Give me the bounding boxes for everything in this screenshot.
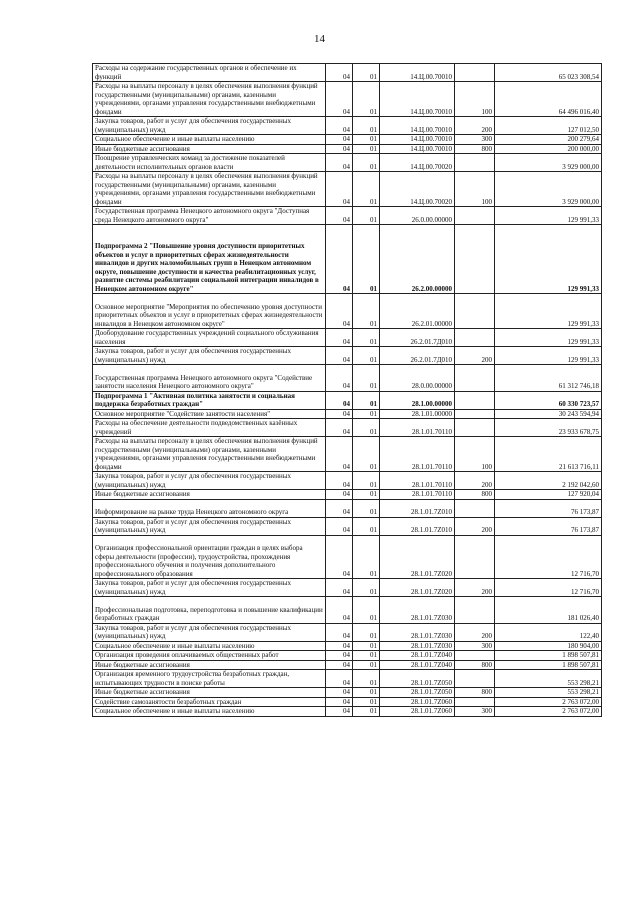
item-name-cell: Государственная программа Ненецкого автономного округа "Доступная среда Ненецкого автономного округа" bbox=[93, 207, 326, 225]
target-article-code-cell: 14.Ц.00.70010 bbox=[380, 144, 455, 154]
section-code-cell: 04 bbox=[326, 409, 353, 419]
table-row bbox=[93, 670, 602, 688]
table-row bbox=[93, 535, 602, 579]
item-name-cell: Основное мероприятие "Мероприятия по обеспечению уровня доступности приоритетных объектов и услуг в приоритетных сферах жизнедеятельности инвалидов в Ненецком автономном округе" bbox=[93, 294, 326, 329]
subsection-code-cell: 01 bbox=[353, 347, 380, 365]
target-article-code-cell: 14.Ц.00.70020 bbox=[380, 172, 455, 207]
amount-cell: 60 330 723,57 bbox=[495, 391, 602, 409]
amount-cell: 3 929 000,00 bbox=[495, 172, 602, 207]
target-article-code-cell: 28.1.01.70110 bbox=[380, 419, 455, 437]
subsection-code-cell: 01 bbox=[353, 651, 380, 661]
expense-type-code-cell: 200 bbox=[455, 623, 495, 641]
amount-cell: 2 763 072,00 bbox=[495, 707, 602, 717]
item-name-cell: Основное мероприятие "Содействие занятости населения" bbox=[93, 409, 326, 419]
target-article-code-cell: 28.1.01.7Z040 bbox=[380, 651, 455, 661]
target-article-code-cell: 28.1.01.7Z050 bbox=[380, 670, 455, 688]
target-article-code-cell: 26.2.01.7Д010 bbox=[380, 329, 455, 347]
expense-type-code-cell bbox=[455, 535, 495, 579]
table-row bbox=[93, 347, 602, 365]
section-code-cell: 04 bbox=[326, 499, 353, 517]
item-name-cell: Закупка товаров, работ и услуг для обеспечения государственных (муниципальных) нужд bbox=[93, 347, 326, 365]
target-article-code-cell: 28.1.01.00000 bbox=[380, 409, 455, 419]
section-code-cell: 04 bbox=[326, 82, 353, 117]
item-name-cell: Профессиональная подготовка, переподготовка и повышение квалификации безработных граждан bbox=[93, 597, 326, 624]
expense-type-code-cell: 100 bbox=[455, 437, 495, 472]
budget-table bbox=[92, 63, 602, 717]
item-name-cell: Иные бюджетные ассигнования bbox=[93, 144, 326, 154]
table-row bbox=[93, 329, 602, 347]
item-name-cell: Расходы на выплаты персоналу в целях обеспечения выполнения функций государственными (муниципальными) органами, казенными учреждениями, органами управления государственными внебюджетными фондами bbox=[93, 172, 326, 207]
section-code-cell: 04 bbox=[326, 437, 353, 472]
amount-cell: 127 920,04 bbox=[495, 490, 602, 500]
subsection-code-cell: 01 bbox=[353, 365, 380, 392]
table-row bbox=[93, 641, 602, 651]
item-name-cell: Дооборудование государственных учреждений социального обслуживания населения bbox=[93, 329, 326, 347]
expense-type-code-cell bbox=[455, 207, 495, 225]
section-code-cell: 04 bbox=[326, 365, 353, 392]
item-name-cell: Государственная программа Ненецкого автономного округа "Содействие занятости населения Ненецкого автономного округа" bbox=[93, 365, 326, 392]
target-article-code-cell: 28.1.01.7Z030 bbox=[380, 641, 455, 651]
subsection-code-cell: 01 bbox=[353, 329, 380, 347]
item-name-cell: Иные бюджетные ассигнования bbox=[93, 490, 326, 500]
subsection-code-cell: 01 bbox=[353, 579, 380, 597]
table-row bbox=[93, 597, 602, 624]
subsection-code-cell: 01 bbox=[353, 641, 380, 651]
amount-cell: 61 312 746,18 bbox=[495, 365, 602, 392]
amount-cell: 180 904,00 bbox=[495, 641, 602, 651]
budget-table-body bbox=[93, 64, 602, 717]
expense-type-code-cell bbox=[455, 409, 495, 419]
item-name-cell: Расходы на выплаты персоналу в целях обеспечения выполнения функций государственными (муниципальными) органами, казенными учреждениями, органами управления государственными внебюджетными фондами bbox=[93, 82, 326, 117]
section-code-cell: 04 bbox=[326, 670, 353, 688]
subsection-code-cell: 01 bbox=[353, 437, 380, 472]
section-code-cell: 04 bbox=[326, 391, 353, 409]
table-row bbox=[93, 172, 602, 207]
expense-type-code-cell bbox=[455, 64, 495, 82]
expense-type-code-cell: 100 bbox=[455, 82, 495, 117]
amount-cell: 122,40 bbox=[495, 623, 602, 641]
table-row bbox=[93, 419, 602, 437]
expense-type-code-cell bbox=[455, 391, 495, 409]
section-code-cell: 04 bbox=[326, 294, 353, 329]
table-row bbox=[93, 225, 602, 294]
subsection-code-cell: 01 bbox=[353, 419, 380, 437]
table-row bbox=[93, 64, 602, 82]
section-code-cell: 04 bbox=[326, 490, 353, 500]
table-row bbox=[93, 490, 602, 500]
table-row bbox=[93, 117, 602, 135]
expense-type-code-cell bbox=[455, 697, 495, 707]
amount-cell: 65 023 308,54 bbox=[495, 64, 602, 82]
section-code-cell: 04 bbox=[326, 688, 353, 698]
subsection-code-cell: 01 bbox=[353, 660, 380, 670]
item-name-cell: Иные бюджетные ассигнования bbox=[93, 688, 326, 698]
item-name-cell: Организация профессиональной ориентации граждан в целях выбора сферы деятельности (профессии), трудоустройства, прохождения профессионального обучения и получения дополнительного профессионального образования bbox=[93, 535, 326, 579]
section-code-cell: 04 bbox=[326, 697, 353, 707]
section-code-cell: 04 bbox=[326, 597, 353, 624]
section-code-cell: 04 bbox=[326, 660, 353, 670]
target-article-code-cell: 14.Ц.00.70010 bbox=[380, 82, 455, 117]
target-article-code-cell: 28.1.01.7Z050 bbox=[380, 688, 455, 698]
subsection-code-cell: 01 bbox=[353, 225, 380, 294]
subsection-code-cell: 01 bbox=[353, 207, 380, 225]
table-row bbox=[93, 154, 602, 172]
table-row bbox=[93, 660, 602, 670]
item-name-cell: Расходы на содержание государственных органов и обеспечение их функций bbox=[93, 64, 326, 82]
section-code-cell: 04 bbox=[326, 207, 353, 225]
target-article-code-cell: 28.1.01.7Z030 bbox=[380, 597, 455, 624]
subsection-code-cell: 01 bbox=[353, 154, 380, 172]
item-name-cell: Закупка товаров, работ и услуг для обеспечения государственных (муниципальных) нужд bbox=[93, 623, 326, 641]
expense-type-code-cell bbox=[455, 419, 495, 437]
amount-cell: 129 991,33 bbox=[495, 294, 602, 329]
amount-cell: 129 991,33 bbox=[495, 225, 602, 294]
section-code-cell: 04 bbox=[326, 707, 353, 717]
amount-cell: 12 716,70 bbox=[495, 535, 602, 579]
target-article-code-cell: 26.0.00.00000 bbox=[380, 207, 455, 225]
section-code-cell: 04 bbox=[326, 651, 353, 661]
expense-type-code-cell: 300 bbox=[455, 707, 495, 717]
amount-cell: 129 991,33 bbox=[495, 329, 602, 347]
amount-cell: 64 496 016,40 bbox=[495, 82, 602, 117]
table-row bbox=[93, 707, 602, 717]
expense-type-code-cell: 800 bbox=[455, 490, 495, 500]
item-name-cell: Социальное обеспечение и иные выплаты населению bbox=[93, 641, 326, 651]
expense-type-code-cell bbox=[455, 651, 495, 661]
table-row bbox=[93, 207, 602, 225]
section-code-cell: 04 bbox=[326, 154, 353, 172]
target-article-code-cell: 28.1.01.7Z040 bbox=[380, 660, 455, 670]
expense-type-code-cell: 200 bbox=[455, 117, 495, 135]
subsection-code-cell: 01 bbox=[353, 117, 380, 135]
amount-cell: 12 716,70 bbox=[495, 579, 602, 597]
item-name-cell: Подпрограмма 1 "Активная политика занятости и социальная поддержка безработных граждан" bbox=[93, 391, 326, 409]
table-row bbox=[93, 697, 602, 707]
target-article-code-cell: 28.1.01.7Z060 bbox=[380, 697, 455, 707]
table-row bbox=[93, 437, 602, 472]
section-code-cell: 04 bbox=[326, 144, 353, 154]
target-article-code-cell: 28.1.01.7Z060 bbox=[380, 707, 455, 717]
amount-cell: 129 991,33 bbox=[495, 207, 602, 225]
amount-cell: 181 026,40 bbox=[495, 597, 602, 624]
section-code-cell: 04 bbox=[326, 641, 353, 651]
amount-cell: 200 279,64 bbox=[495, 135, 602, 145]
subsection-code-cell: 01 bbox=[353, 623, 380, 641]
subsection-code-cell: 01 bbox=[353, 391, 380, 409]
item-name-cell: Содействие самозанятости безработных граждан bbox=[93, 697, 326, 707]
amount-cell: 21 613 716,11 bbox=[495, 437, 602, 472]
amount-cell: 23 933 678,75 bbox=[495, 419, 602, 437]
amount-cell: 2 192 042,60 bbox=[495, 472, 602, 490]
table-row bbox=[93, 688, 602, 698]
subsection-code-cell: 01 bbox=[353, 294, 380, 329]
target-article-code-cell: 28.1.01.70110 bbox=[380, 472, 455, 490]
expense-type-code-cell: 300 bbox=[455, 641, 495, 651]
item-name-cell: Поощрение управленческих команд за достижение показателей деятельности исполнительных органов власти bbox=[93, 154, 326, 172]
section-code-cell: 04 bbox=[326, 172, 353, 207]
target-article-code-cell: 28.1.01.70110 bbox=[380, 437, 455, 472]
expense-type-code-cell: 800 bbox=[455, 660, 495, 670]
section-code-cell: 04 bbox=[326, 419, 353, 437]
item-name-cell: Расходы на выплаты персоналу в целях обеспечения выполнения функций государственными (муниципальными) органами, казенными учреждениями, органами управления государственными внебюджетными фондами bbox=[93, 437, 326, 472]
item-name-cell: Закупка товаров, работ и услуг для обеспечения государственных (муниципальных) нужд bbox=[93, 579, 326, 597]
table-row bbox=[93, 579, 602, 597]
table-row bbox=[93, 623, 602, 641]
section-code-cell: 04 bbox=[326, 579, 353, 597]
item-name-cell: Расходы на обеспечение деятельности подведомственных казённых учреждений bbox=[93, 419, 326, 437]
amount-cell: 1 898 507,81 bbox=[495, 651, 602, 661]
amount-cell: 200 000,00 bbox=[495, 144, 602, 154]
subsection-code-cell: 01 bbox=[353, 535, 380, 579]
amount-cell: 553 298,21 bbox=[495, 670, 602, 688]
item-name-cell: Информирование на рынке труда Ненецкого автономного округа bbox=[93, 499, 326, 517]
table-row bbox=[93, 144, 602, 154]
target-article-code-cell: 28.1.01.7Z020 bbox=[380, 579, 455, 597]
expense-type-code-cell: 100 bbox=[455, 172, 495, 207]
section-code-cell: 04 bbox=[326, 517, 353, 535]
target-article-code-cell: 14.Ц.00.70020 bbox=[380, 154, 455, 172]
amount-cell: 553 298,21 bbox=[495, 688, 602, 698]
subsection-code-cell: 01 bbox=[353, 82, 380, 117]
expense-type-code-cell: 800 bbox=[455, 144, 495, 154]
table-row bbox=[93, 472, 602, 490]
section-code-cell: 04 bbox=[326, 347, 353, 365]
expense-type-code-cell bbox=[455, 225, 495, 294]
target-article-code-cell: 28.1.01.70110 bbox=[380, 490, 455, 500]
expense-type-code-cell: 800 bbox=[455, 688, 495, 698]
subsection-code-cell: 01 bbox=[353, 64, 380, 82]
section-code-cell: 04 bbox=[326, 472, 353, 490]
item-name-cell: Социальное обеспечение и иные выплаты населению bbox=[93, 135, 326, 145]
expense-type-code-cell: 200 bbox=[455, 517, 495, 535]
target-article-code-cell: 14.Ц.00.70010 bbox=[380, 117, 455, 135]
subsection-code-cell: 01 bbox=[353, 688, 380, 698]
section-code-cell: 04 bbox=[326, 135, 353, 145]
target-article-code-cell: 28.1.00.00000 bbox=[380, 391, 455, 409]
table-row bbox=[93, 409, 602, 419]
amount-cell: 76 173,87 bbox=[495, 499, 602, 517]
amount-cell: 30 243 594,94 bbox=[495, 409, 602, 419]
expense-type-code-cell bbox=[455, 154, 495, 172]
table-row bbox=[93, 135, 602, 145]
section-code-cell: 04 bbox=[326, 225, 353, 294]
expense-type-code-cell: 200 bbox=[455, 347, 495, 365]
table-row bbox=[93, 365, 602, 392]
table-row bbox=[93, 294, 602, 329]
item-name-cell: Закупка товаров, работ и услуг для обеспечения государственных (муниципальных) нужд bbox=[93, 472, 326, 490]
target-article-code-cell: 26.2.00.00000 bbox=[380, 225, 455, 294]
subsection-code-cell: 01 bbox=[353, 409, 380, 419]
section-code-cell: 04 bbox=[326, 64, 353, 82]
table-row bbox=[93, 651, 602, 661]
subsection-code-cell: 01 bbox=[353, 707, 380, 717]
table-row bbox=[93, 82, 602, 117]
item-name-cell: Подпрограмма 2 "Повышение уровня доступности приоритетных объектов и услуг в приоритетных сферах жизнедеятельности инвалидов и других маломобильных групп в Ненецком автономном округе, повышение доступности и качества реабилитационных услуг, развитие системы реабилитации социальной интеграции инвалидов в Ненецком автономном округе" bbox=[93, 225, 326, 294]
expense-type-code-cell bbox=[455, 670, 495, 688]
expense-type-code-cell: 200 bbox=[455, 472, 495, 490]
item-name-cell: Организация временного трудоустройства безработных граждан, испытывающих трудности в поиске работы bbox=[93, 670, 326, 688]
section-code-cell: 04 bbox=[326, 117, 353, 135]
target-article-code-cell: 28.1.01.7Z010 bbox=[380, 517, 455, 535]
expense-type-code-cell bbox=[455, 329, 495, 347]
item-name-cell: Иные бюджетные ассигнования bbox=[93, 660, 326, 670]
subsection-code-cell: 01 bbox=[353, 697, 380, 707]
amount-cell: 3 929 000,00 bbox=[495, 154, 602, 172]
expense-type-code-cell: 300 bbox=[455, 135, 495, 145]
target-article-code-cell: 26.2.01.7Д010 bbox=[380, 347, 455, 365]
subsection-code-cell: 01 bbox=[353, 135, 380, 145]
section-code-cell: 04 bbox=[326, 623, 353, 641]
item-name-cell: Закупка товаров, работ и услуг для обеспечения государственных (муниципальных) нужд bbox=[93, 117, 326, 135]
target-article-code-cell: 28.1.01.7Z030 bbox=[380, 623, 455, 641]
amount-cell: 127 012,50 bbox=[495, 117, 602, 135]
table-row bbox=[93, 517, 602, 535]
expense-type-code-cell bbox=[455, 597, 495, 624]
amount-cell: 1 898 507,81 bbox=[495, 660, 602, 670]
subsection-code-cell: 01 bbox=[353, 597, 380, 624]
expense-type-code-cell bbox=[455, 365, 495, 392]
item-name-cell: Организация проведения оплачиваемых общественных работ bbox=[93, 651, 326, 661]
item-name-cell: Социальное обеспечение и иные выплаты населению bbox=[93, 707, 326, 717]
target-article-code-cell: 28.1.01.7Z010 bbox=[380, 499, 455, 517]
section-code-cell: 04 bbox=[326, 535, 353, 579]
page-number: 14 bbox=[314, 33, 325, 45]
target-article-code-cell: 14.Ц.00.70010 bbox=[380, 135, 455, 145]
subsection-code-cell: 01 bbox=[353, 670, 380, 688]
target-article-code-cell: 26.2.01.00000 bbox=[380, 294, 455, 329]
amount-cell: 2 763 072,00 bbox=[495, 697, 602, 707]
subsection-code-cell: 01 bbox=[353, 490, 380, 500]
target-article-code-cell: 28.0.00.00000 bbox=[380, 365, 455, 392]
section-code-cell: 04 bbox=[326, 329, 353, 347]
expense-type-code-cell bbox=[455, 499, 495, 517]
amount-cell: 76 173,87 bbox=[495, 517, 602, 535]
expense-type-code-cell: 200 bbox=[455, 579, 495, 597]
subsection-code-cell: 01 bbox=[353, 172, 380, 207]
expense-type-code-cell bbox=[455, 294, 495, 329]
target-article-code-cell: 14.Ц.00.70010 bbox=[380, 64, 455, 82]
subsection-code-cell: 01 bbox=[353, 517, 380, 535]
subsection-code-cell: 01 bbox=[353, 472, 380, 490]
subsection-code-cell: 01 bbox=[353, 499, 380, 517]
subsection-code-cell: 01 bbox=[353, 144, 380, 154]
amount-cell: 129 991,33 bbox=[495, 347, 602, 365]
item-name-cell: Закупка товаров, работ и услуг для обеспечения государственных (муниципальных) нужд bbox=[93, 517, 326, 535]
table-row bbox=[93, 391, 602, 409]
table-row bbox=[93, 499, 602, 517]
target-article-code-cell: 28.1.01.7Z020 bbox=[380, 535, 455, 579]
